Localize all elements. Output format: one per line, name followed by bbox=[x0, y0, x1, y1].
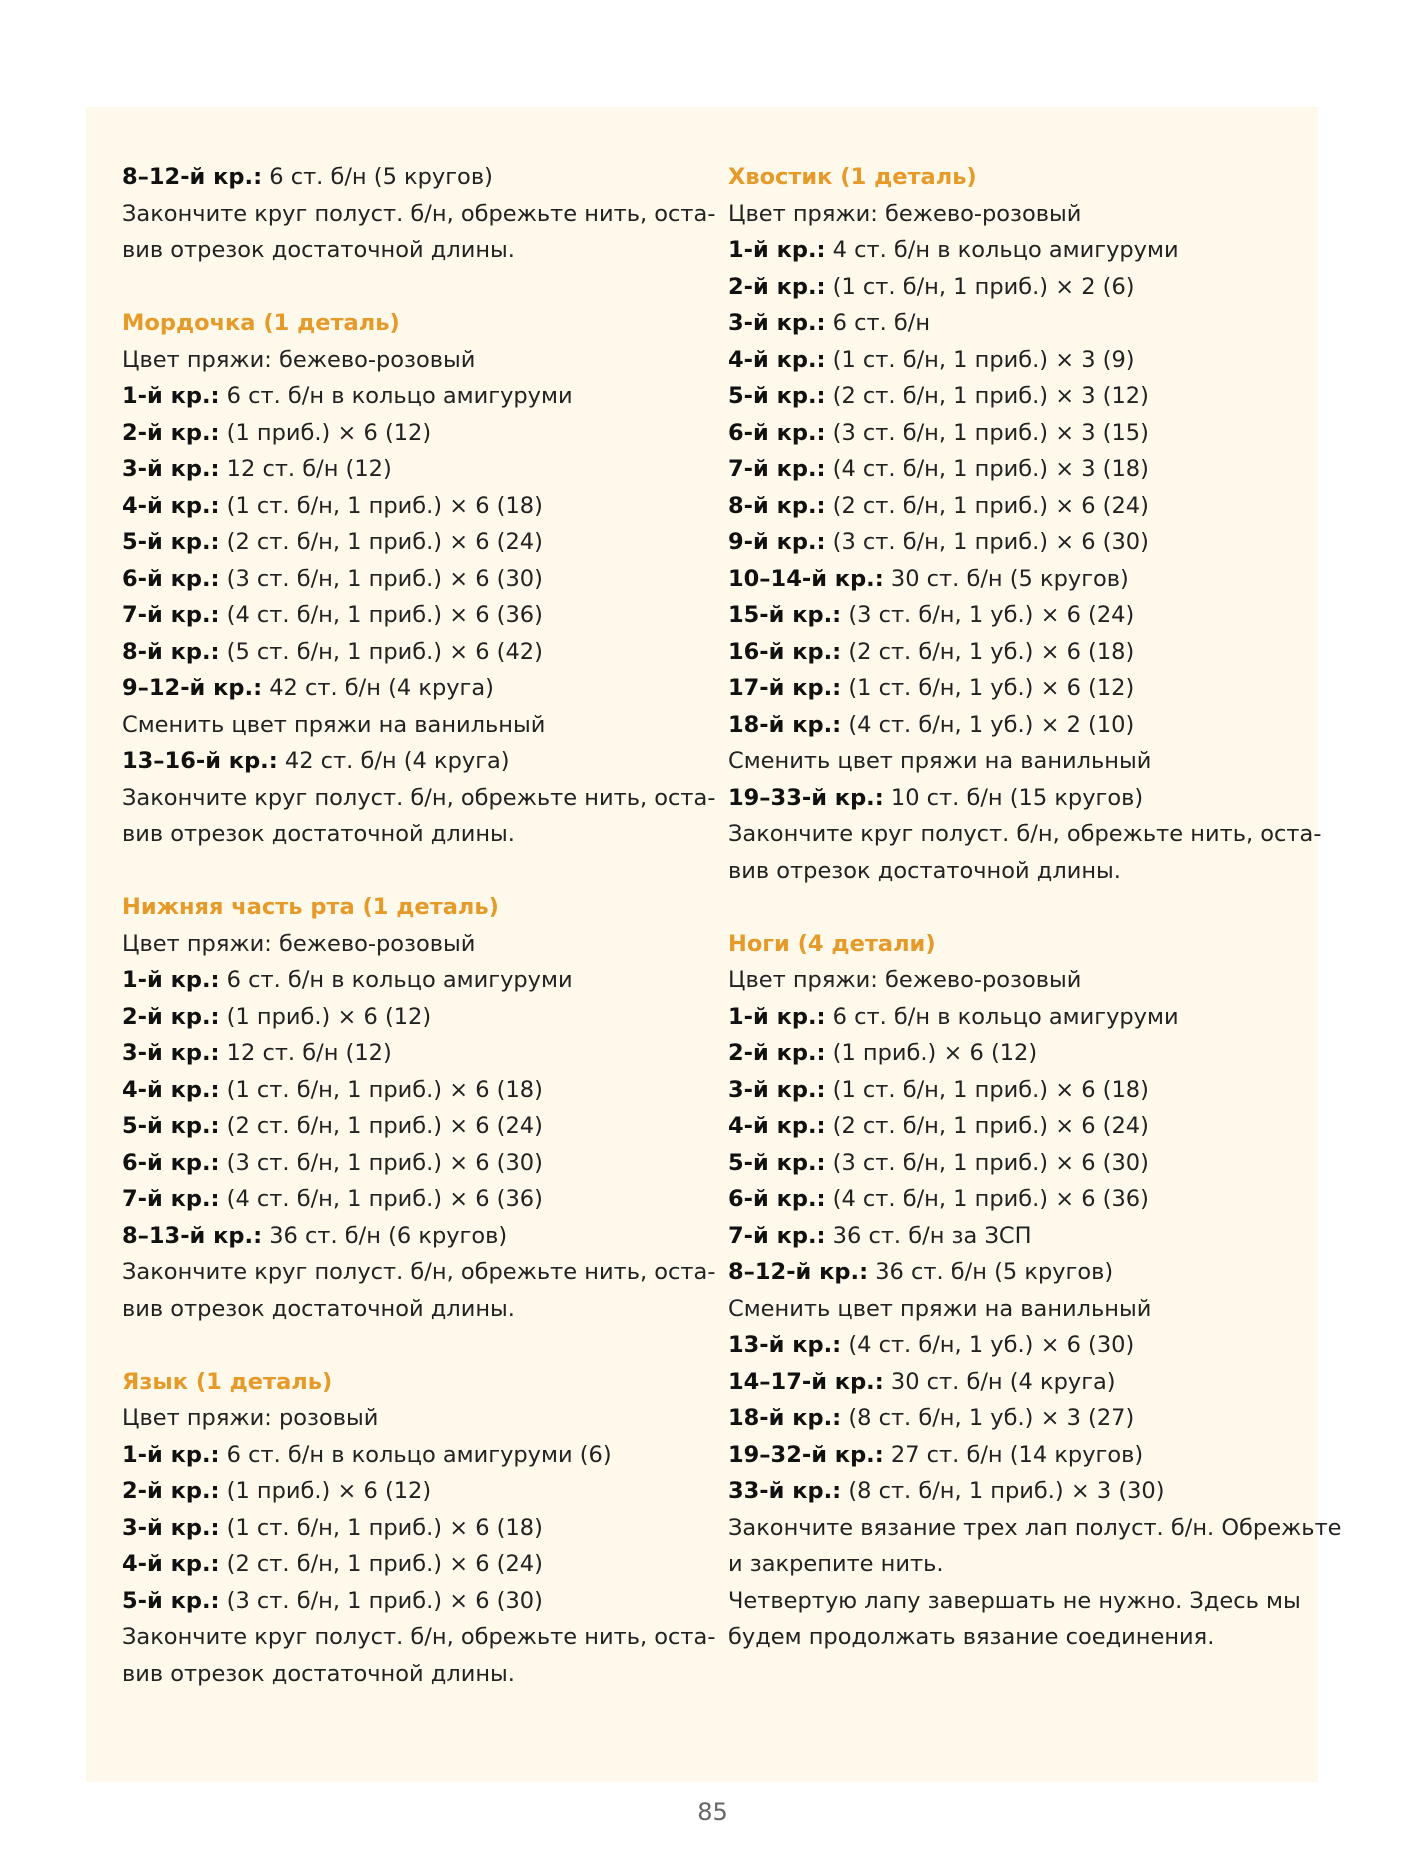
row-text: (3 ст. б/н, 1 приб.) × 3 (15) bbox=[825, 419, 1149, 446]
row-label: 6-й кр.: bbox=[122, 1149, 220, 1176]
row-text: (3 ст. б/н, 1 приб.) × 6 (30) bbox=[219, 565, 543, 592]
row-text: Четвертую лапу завершать не нужно. Здесь мы bbox=[728, 1587, 1301, 1614]
row-label: 5-й кр.: bbox=[728, 1149, 826, 1176]
pattern-line bbox=[122, 415, 682, 452]
row-text: Цвет пряжи: бежево-розовый bbox=[122, 346, 476, 373]
pattern-line bbox=[728, 1327, 1288, 1364]
pattern-line bbox=[728, 1583, 1301, 1620]
row-text: (2 ст. б/н, 1 приб.) × 3 (12) bbox=[825, 383, 1149, 409]
pattern-line bbox=[728, 1108, 1288, 1145]
row-label: 4-й кр.: bbox=[122, 1076, 220, 1103]
pattern-section bbox=[728, 926, 1342, 1656]
pattern-line bbox=[728, 1546, 1288, 1583]
row-text: будем продолжать вязание соединения. bbox=[728, 1624, 1215, 1650]
row-text: (1 приб.) × 6 (12) bbox=[219, 1478, 432, 1504]
row-label: 4-й кр.: bbox=[122, 1551, 220, 1577]
row-text: Закончите круг полуст. б/н, обрежьте нить, оста- bbox=[728, 821, 1322, 847]
pattern-line bbox=[122, 707, 682, 744]
row-label: 2-й кр.: bbox=[122, 419, 220, 446]
pattern-line bbox=[122, 1218, 682, 1255]
row-text: 6 ст. б/н bbox=[825, 310, 931, 336]
right-column bbox=[728, 159, 1342, 1692]
row-text: (1 ст. б/н, 1 приб.) × 6 (18) bbox=[219, 1514, 543, 1541]
pattern-line bbox=[728, 1254, 1288, 1291]
section-heading: Язык (1 деталь) bbox=[122, 1368, 333, 1395]
pattern-line bbox=[728, 415, 1288, 452]
row-label: 2-й кр.: bbox=[728, 1040, 826, 1066]
row-text: и закрепите нить. bbox=[728, 1551, 944, 1577]
row-text: (2 ст. б/н, 1 приб.) × 6 (24) bbox=[219, 1113, 543, 1139]
pattern-line bbox=[122, 1145, 682, 1182]
row-text: Цвет пряжи: бежево-розовый bbox=[728, 200, 1082, 227]
row-label: 17-й кр.: bbox=[728, 675, 842, 701]
pattern-line bbox=[728, 232, 1288, 269]
pattern-section bbox=[728, 159, 1322, 889]
row-label: 18-й кр.: bbox=[728, 1405, 842, 1431]
row-text: (1 ст. б/н, 1 приб.) × 6 (18) bbox=[825, 1076, 1149, 1103]
row-label: 7-й кр.: bbox=[728, 456, 826, 482]
row-text: (2 ст. б/н, 1 приб.) × 6 (24) bbox=[219, 1551, 543, 1577]
row-label: 2-й кр.: bbox=[728, 273, 826, 300]
pattern-line bbox=[122, 378, 682, 415]
row-text: (2 ст. б/н, 1 приб.) × 6 (24) bbox=[825, 492, 1149, 519]
pattern-line bbox=[728, 1437, 1288, 1474]
row-label: 5-й кр.: bbox=[728, 383, 826, 409]
pattern-line bbox=[728, 1035, 1288, 1072]
row-label: 8-й кр.: bbox=[122, 638, 220, 665]
pattern-line bbox=[728, 999, 1288, 1036]
row-text: (3 ст. б/н, 1 приб.) × 6 (30) bbox=[825, 529, 1149, 555]
pattern-line bbox=[728, 305, 1288, 342]
pattern-line bbox=[728, 597, 1288, 634]
row-text: Сменить цвет пряжи на ванильный bbox=[728, 748, 1152, 774]
row-label: 13–16-й кр.: bbox=[122, 748, 278, 774]
row-label: 10–14-й кр.: bbox=[728, 565, 884, 592]
row-text: Закончите круг полуст. б/н, обрежьте нить, оста- bbox=[122, 784, 716, 811]
row-text: 36 ст. б/н (6 кругов) bbox=[262, 1222, 508, 1249]
row-label: 19–33-й кр.: bbox=[728, 784, 884, 811]
pattern-line bbox=[728, 1072, 1288, 1109]
row-label: 3-й кр.: bbox=[122, 1514, 220, 1541]
row-label: 5-й кр.: bbox=[122, 529, 220, 555]
row-label: 1-й кр.: bbox=[728, 237, 826, 263]
pattern-line bbox=[122, 159, 682, 196]
row-text: 10 ст. б/н (15 кругов) bbox=[883, 784, 1144, 811]
pattern-line bbox=[122, 1400, 682, 1437]
pattern-line bbox=[728, 1218, 1288, 1255]
pattern-line bbox=[122, 1656, 682, 1693]
pattern-line bbox=[728, 816, 1322, 853]
row-label: 19–32-й кр.: bbox=[728, 1441, 884, 1468]
section-heading: Хвостик (1 деталь) bbox=[728, 164, 977, 190]
row-text: Закончите круг полуст. б/н, обрежьте нить, оста- bbox=[122, 1624, 716, 1650]
row-text: (1 приб.) × 6 (12) bbox=[825, 1040, 1038, 1066]
pattern-line bbox=[728, 1619, 1288, 1656]
row-text: (3 ст. б/н, 1 приб.) × 6 (30) bbox=[219, 1587, 543, 1614]
row-text: Сменить цвет пряжи на ванильный bbox=[728, 1295, 1152, 1322]
row-text: 6 ст. б/н в кольцо амигуруми bbox=[219, 383, 573, 409]
row-text: (1 приб.) × 6 (12) bbox=[219, 1003, 432, 1030]
row-label: 1-й кр.: bbox=[728, 1003, 826, 1030]
pattern-line bbox=[728, 853, 1288, 890]
section-heading: Нижняя часть рта (1 деталь) bbox=[122, 894, 499, 920]
pattern-line bbox=[728, 488, 1288, 525]
pattern-line bbox=[122, 634, 682, 671]
pattern-line bbox=[728, 962, 1288, 999]
pattern-line bbox=[728, 524, 1288, 561]
pattern-line bbox=[122, 1473, 682, 1510]
row-label: 1-й кр.: bbox=[122, 967, 220, 993]
pattern-line bbox=[728, 378, 1288, 415]
page-number: 85 bbox=[697, 1798, 728, 1826]
pattern-line bbox=[122, 1181, 682, 1218]
row-text: (4 ст. б/н, 1 приб.) × 3 (18) bbox=[825, 456, 1149, 482]
pattern-line bbox=[122, 1437, 682, 1474]
pattern-line bbox=[122, 342, 682, 379]
row-text: вив отрезок достаточной длины. bbox=[728, 857, 1121, 884]
row-text: (4 ст. б/н, 1 приб.) × 6 (36) bbox=[825, 1186, 1149, 1212]
row-text: Закончите круг полуст. б/н, обрежьте нить, оста- bbox=[122, 1259, 716, 1285]
pattern-line bbox=[728, 1291, 1288, 1328]
row-label: 3-й кр.: bbox=[728, 310, 826, 336]
pattern-line bbox=[122, 1619, 716, 1656]
row-label: 3-й кр.: bbox=[728, 1076, 826, 1103]
row-text: Цвет пряжи: бежево-розовый bbox=[122, 930, 476, 957]
pattern-line bbox=[728, 1145, 1288, 1182]
row-label: 1-й кр.: bbox=[122, 1441, 220, 1468]
pattern-line bbox=[728, 1510, 1342, 1547]
row-text: (4 ст. б/н, 1 приб.) × 6 (36) bbox=[219, 602, 543, 628]
row-text: Закончите круг полуст. б/н, обрежьте нить, оста- bbox=[122, 200, 716, 227]
row-text: 12 ст. б/н (12) bbox=[219, 456, 392, 482]
row-text: (1 ст. б/н, 1 приб.) × 3 (9) bbox=[825, 346, 1135, 373]
pattern-line bbox=[122, 1072, 682, 1109]
pattern-line bbox=[122, 232, 682, 269]
pattern-line bbox=[728, 561, 1288, 598]
row-label: 33-й кр.: bbox=[728, 1478, 842, 1504]
pattern-line bbox=[122, 1583, 682, 1620]
row-text: 42 ст. б/н (4 круга) bbox=[262, 675, 494, 701]
row-text: (3 ст. б/н, 1 приб.) × 6 (30) bbox=[219, 1149, 543, 1176]
row-text: 27 ст. б/н (14 кругов) bbox=[883, 1441, 1144, 1468]
pattern-line bbox=[728, 780, 1288, 817]
row-text: 30 ст. б/н (4 круга) bbox=[883, 1368, 1116, 1395]
row-text: (1 ст. б/н, 1 приб.) × 6 (18) bbox=[219, 492, 543, 519]
row-label: 1-й кр.: bbox=[122, 383, 220, 409]
row-text: (3 ст. б/н, 1 уб.) × 6 (24) bbox=[841, 602, 1135, 628]
row-text: (1 ст. б/н, 1 приб.) × 6 (18) bbox=[219, 1076, 543, 1103]
row-text: (4 ст. б/н, 1 уб.) × 6 (30) bbox=[841, 1332, 1135, 1358]
row-label: 18-й кр.: bbox=[728, 711, 842, 738]
pattern-line bbox=[728, 634, 1288, 671]
pattern-line bbox=[122, 1510, 682, 1547]
row-label: 8-й кр.: bbox=[728, 492, 826, 519]
pattern-line bbox=[122, 1035, 682, 1072]
row-text: (4 ст. б/н, 1 уб.) × 2 (10) bbox=[841, 711, 1135, 738]
row-label: 16-й кр.: bbox=[728, 638, 842, 665]
row-text: 4 ст. б/н в кольцо амигуруми bbox=[825, 237, 1179, 263]
row-label: 8–13-й кр.: bbox=[122, 1222, 263, 1249]
row-label: 5-й кр.: bbox=[122, 1113, 220, 1139]
row-label: 7-й кр.: bbox=[122, 602, 220, 628]
pattern-line bbox=[122, 561, 682, 598]
pattern-line bbox=[728, 451, 1288, 488]
pattern-line bbox=[122, 488, 682, 525]
row-text: вив отрезок достаточной длины. bbox=[122, 1295, 515, 1322]
row-label: 3-й кр.: bbox=[122, 456, 220, 482]
pattern-line bbox=[122, 780, 716, 817]
pattern-section bbox=[122, 305, 716, 853]
row-label: 9-й кр.: bbox=[728, 529, 826, 555]
pattern-line bbox=[728, 1473, 1288, 1510]
row-label: 9–12-й кр.: bbox=[122, 675, 263, 701]
pattern-line bbox=[122, 670, 682, 707]
row-text: 6 ст. б/н (5 кругов) bbox=[262, 164, 493, 190]
row-text: 6 ст. б/н в кольцо амигуруми bbox=[825, 1003, 1179, 1030]
row-text: Сменить цвет пряжи на ванильный bbox=[122, 711, 546, 738]
pattern-line bbox=[728, 670, 1288, 707]
row-label: 14–17-й кр.: bbox=[728, 1368, 884, 1395]
pattern-line bbox=[122, 1546, 682, 1583]
pattern-section bbox=[122, 1364, 716, 1693]
pattern-line bbox=[728, 707, 1288, 744]
row-text: 36 ст. б/н за ЗСП bbox=[825, 1222, 1032, 1249]
row-label: 6-й кр.: bbox=[122, 565, 220, 592]
section-heading: Мордочка (1 деталь) bbox=[122, 310, 400, 336]
row-text: (2 ст. б/н, 1 приб.) × 6 (24) bbox=[825, 1113, 1149, 1139]
row-text: (2 ст. б/н, 1 приб.) × 6 (24) bbox=[219, 529, 543, 555]
row-text: (4 ст. б/н, 1 приб.) × 6 (36) bbox=[219, 1186, 543, 1212]
pattern-line bbox=[728, 269, 1288, 306]
pattern-line bbox=[122, 1254, 716, 1291]
pattern-line bbox=[728, 342, 1288, 379]
row-text: (1 ст. б/н, 1 уб.) × 6 (12) bbox=[841, 675, 1135, 701]
pattern-line bbox=[728, 196, 1288, 233]
pattern-line bbox=[122, 743, 682, 780]
row-text: вив отрезок достаточной длины. bbox=[122, 821, 515, 847]
row-label: 13-й кр.: bbox=[728, 1332, 842, 1358]
pattern-line bbox=[728, 1400, 1288, 1437]
row-label: 4-й кр.: bbox=[728, 346, 826, 373]
row-text: вив отрезок достаточной длины. bbox=[122, 1660, 515, 1687]
row-label: 6-й кр.: bbox=[728, 1186, 826, 1212]
pattern-line bbox=[122, 196, 716, 233]
pattern-line bbox=[122, 816, 682, 853]
row-label: 8–12-й кр.: bbox=[122, 164, 263, 190]
row-text: 6 ст. б/н в кольцо амигуруми bbox=[219, 967, 573, 993]
pattern-line bbox=[122, 524, 682, 561]
row-text: (1 ст. б/н, 1 приб.) × 2 (6) bbox=[825, 273, 1135, 300]
row-label: 5-й кр.: bbox=[122, 1587, 220, 1614]
pattern-line bbox=[122, 999, 682, 1036]
section-heading: Ноги (4 детали) bbox=[728, 930, 936, 957]
row-text: Цвет пряжи: розовый bbox=[122, 1405, 379, 1431]
row-text: 30 ст. б/н (5 кругов) bbox=[883, 565, 1129, 592]
pattern-line bbox=[122, 962, 682, 999]
row-label: 3-й кр.: bbox=[122, 1040, 220, 1066]
row-label: 2-й кр.: bbox=[122, 1003, 220, 1030]
row-text: (8 ст. б/н, 1 приб.) × 3 (30) bbox=[841, 1478, 1165, 1504]
content-panel bbox=[86, 107, 1342, 1782]
row-text: 6 ст. б/н в кольцо амигуруми (6) bbox=[219, 1441, 612, 1468]
row-label: 15-й кр.: bbox=[728, 602, 842, 628]
row-label: 2-й кр.: bbox=[122, 1478, 220, 1504]
pattern-line bbox=[122, 926, 682, 963]
row-text: 42 ст. б/н (4 круга) bbox=[277, 748, 510, 774]
pattern-line bbox=[122, 1108, 682, 1145]
pattern-section bbox=[122, 889, 716, 1327]
left-column bbox=[122, 159, 716, 1729]
row-label: 7-й кр.: bbox=[122, 1186, 220, 1212]
pattern-line bbox=[122, 451, 682, 488]
row-text: (2 ст. б/н, 1 уб.) × 6 (18) bbox=[841, 638, 1135, 665]
row-label: 8–12-й кр.: bbox=[728, 1259, 869, 1285]
row-text: (5 ст. б/н, 1 приб.) × 6 (42) bbox=[219, 638, 543, 665]
pattern-section bbox=[122, 159, 716, 269]
row-text: (1 приб.) × 6 (12) bbox=[219, 419, 432, 446]
pattern-line bbox=[122, 1291, 682, 1328]
row-label: 4-й кр.: bbox=[122, 492, 220, 519]
row-text: вив отрезок достаточной длины. bbox=[122, 237, 515, 263]
row-label: 4-й кр.: bbox=[728, 1113, 826, 1139]
row-text: Цвет пряжи: бежево-розовый bbox=[728, 967, 1082, 993]
row-text: 36 ст. б/н (5 кругов) bbox=[868, 1259, 1114, 1285]
pattern-line bbox=[728, 743, 1288, 780]
pattern-line bbox=[728, 1181, 1288, 1218]
row-label: 7-й кр.: bbox=[728, 1222, 826, 1249]
row-text: (8 ст. б/н, 1 уб.) × 3 (27) bbox=[841, 1405, 1135, 1431]
row-text: 12 ст. б/н (12) bbox=[219, 1040, 392, 1066]
row-text: (3 ст. б/н, 1 приб.) × 6 (30) bbox=[825, 1149, 1149, 1176]
row-label: 6-й кр.: bbox=[728, 419, 826, 446]
pattern-line bbox=[122, 597, 682, 634]
pattern-line bbox=[728, 1364, 1288, 1401]
row-text: Закончите вязание трех лап полуст. б/н. Обрежьте bbox=[728, 1514, 1342, 1541]
